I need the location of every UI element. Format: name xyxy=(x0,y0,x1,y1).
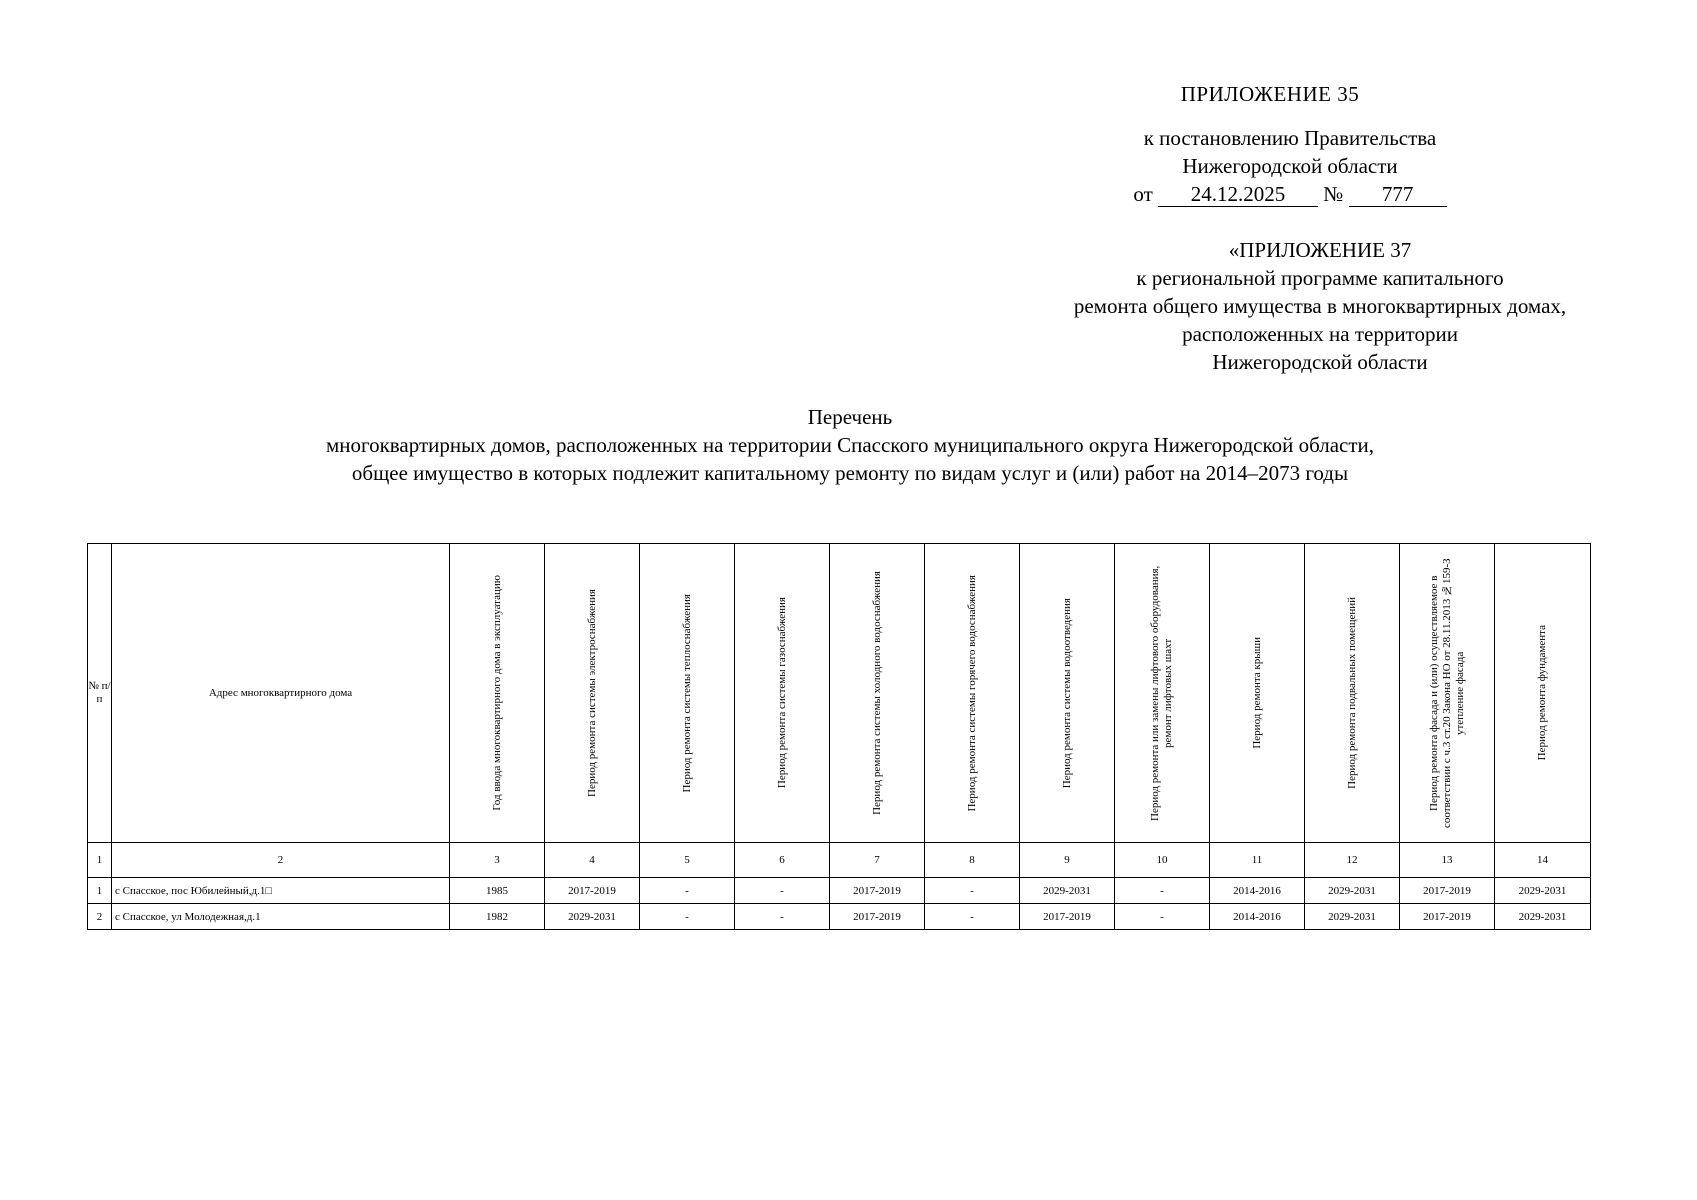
column-number: 11 xyxy=(1210,843,1305,878)
header-hot-water-label: Период ремонта системы горячего водоснабжения xyxy=(965,574,978,812)
resolution-date: 24.12.2025 xyxy=(1158,182,1318,207)
row-gas: - xyxy=(735,878,830,904)
row-hot-water: - xyxy=(925,878,1020,904)
title-line-2: многоквартирных домов, расположенных на территории Спасского муниципального округа Нижегородской области, xyxy=(325,433,1375,457)
column-number: 12 xyxy=(1305,843,1400,878)
header-roof-label: Период ремонта крыши xyxy=(1250,637,1263,749)
header-cell-foundation xyxy=(1495,544,1591,843)
header-cell-gas xyxy=(735,544,830,843)
column-number: 6 xyxy=(735,843,830,878)
header-cell-number xyxy=(88,544,112,843)
row-basement: 2029-2031 xyxy=(1305,878,1400,904)
header-cell-hot-water xyxy=(925,544,1020,843)
column-number: 8 xyxy=(925,843,1020,878)
date-prefix: от xyxy=(1133,182,1153,206)
row-foundation: 2029-2031 xyxy=(1495,904,1591,930)
header-foundation-label: Период ремонта фундамента xyxy=(1536,625,1548,761)
header-cell-address xyxy=(112,544,450,843)
row-basement: 2029-2031 xyxy=(1305,904,1400,930)
header-cell-heating xyxy=(640,544,735,843)
column-numbers-row xyxy=(88,843,1591,878)
table-row xyxy=(88,904,1591,930)
column-number: 14 xyxy=(1495,843,1591,878)
column-number: 3 xyxy=(450,843,545,878)
column-number: 1 xyxy=(88,843,112,878)
date-number-line xyxy=(1100,180,1480,208)
row-foundation: 2029-2031 xyxy=(1495,878,1591,904)
column-number: 5 xyxy=(640,843,735,878)
header-drainage-label: Период ремонта системы водоотведения xyxy=(1060,597,1073,789)
header-gas-label: Период ремонта системы газоснабжения xyxy=(775,597,788,789)
row-facade: 2017-2019 xyxy=(1400,878,1495,904)
header-cell-drainage xyxy=(1020,544,1115,843)
resolution-line-2: Нижегородской области xyxy=(1182,154,1398,178)
header-elevator-label: Период ремонта или замены лифтового оборудования, ремонт лифтовых шахт xyxy=(1149,565,1174,821)
row-year: 1985 xyxy=(450,878,545,904)
row-drainage: 2029-2031 xyxy=(1020,878,1115,904)
row-elevator: - xyxy=(1115,878,1210,904)
row-cold-water: 2017-2019 xyxy=(830,878,925,904)
title-line-1: Перечень xyxy=(807,405,893,429)
document-title xyxy=(150,403,1550,487)
row-roof: 2014-2016 xyxy=(1210,904,1305,930)
header-cell-cold-water xyxy=(830,544,925,843)
program-line-2: ремонта общего имущества в многоквартирных домах, xyxy=(1073,294,1567,318)
header-address-label: Адрес многоквартирного дома xyxy=(208,687,353,699)
program-line-3: расположенных на территории xyxy=(1182,322,1458,346)
column-number: 10 xyxy=(1115,843,1210,878)
column-number: 2 xyxy=(112,843,450,878)
header-cell-elevator xyxy=(1115,544,1210,843)
resolution-line-1: к постановлению Правительства xyxy=(1143,126,1437,150)
title-line-3: общее имущество в которых подлежит капитальному ремонту по видам услуг и (или) работ на 2014–2073 годы xyxy=(351,461,1349,485)
row-index: 1 xyxy=(88,878,112,904)
header-cell-electric xyxy=(545,544,640,843)
row-facade: 2017-2019 xyxy=(1400,904,1495,930)
program-line-1: к региональной программе капитального xyxy=(1136,266,1504,290)
table-row xyxy=(88,878,1591,904)
row-electric: 2017-2019 xyxy=(545,878,640,904)
appendix-35-label xyxy=(1130,80,1410,108)
row-gas: - xyxy=(735,904,830,930)
row-elevator: - xyxy=(1115,904,1210,930)
row-index: 2 xyxy=(88,904,112,930)
row-electric: 2029-2031 xyxy=(545,904,640,930)
header-facade-label: Период ремонта фасада и (или) осуществляемое в соответствии с ч.3 ст.20 Закона НО от 28.11.2013 №159-З утепление фасада xyxy=(1427,558,1466,828)
row-year: 1982 xyxy=(450,904,545,930)
program-line-4: Нижегородской области xyxy=(1212,350,1428,374)
header-cold-water-label: Период ремонта системы холодного водоснабжения xyxy=(870,571,883,815)
header-number-label: № п/п xyxy=(88,680,111,705)
row-address: с Спасское, ул Молодежная,д.1 xyxy=(112,904,450,930)
buildings-table xyxy=(87,543,1591,930)
column-number: 13 xyxy=(1400,843,1495,878)
row-drainage: 2017-2019 xyxy=(1020,904,1115,930)
appendix-37-label: «ПРИЛОЖЕНИЕ 37 xyxy=(1228,238,1412,262)
header-heating-label: Период ремонта системы теплоснабжения xyxy=(680,593,693,793)
row-roof: 2014-2016 xyxy=(1210,878,1305,904)
header-cell-year xyxy=(450,544,545,843)
row-cold-water: 2017-2019 xyxy=(830,904,925,930)
appendix-37-block xyxy=(1000,236,1640,376)
row-hot-water: - xyxy=(925,904,1020,930)
row-heating: - xyxy=(640,904,735,930)
column-number: 4 xyxy=(545,843,640,878)
table-header-row xyxy=(88,544,1591,843)
header-cell-roof xyxy=(1210,544,1305,843)
row-heating: - xyxy=(640,878,735,904)
header-cell-facade xyxy=(1400,544,1495,843)
column-number: 7 xyxy=(830,843,925,878)
header-cell-basement xyxy=(1305,544,1400,843)
header-basement-label: Период ремонта подвальных помещений xyxy=(1345,597,1358,789)
column-number: 9 xyxy=(1020,843,1115,878)
header-year-label: Год ввода многоквартирного дома в эксплуатацию xyxy=(490,575,503,811)
resolution-number: 777 xyxy=(1349,182,1447,207)
row-address: с Спасское, пос Юбилейный,д.1□ xyxy=(112,878,450,904)
header-electric-label: Период ремонта системы электроснабжения xyxy=(585,589,598,797)
number-sign: № xyxy=(1323,182,1344,206)
resolution-reference xyxy=(1100,124,1480,208)
appendix-35-text: ПРИЛОЖЕНИЕ 35 xyxy=(1180,82,1360,106)
